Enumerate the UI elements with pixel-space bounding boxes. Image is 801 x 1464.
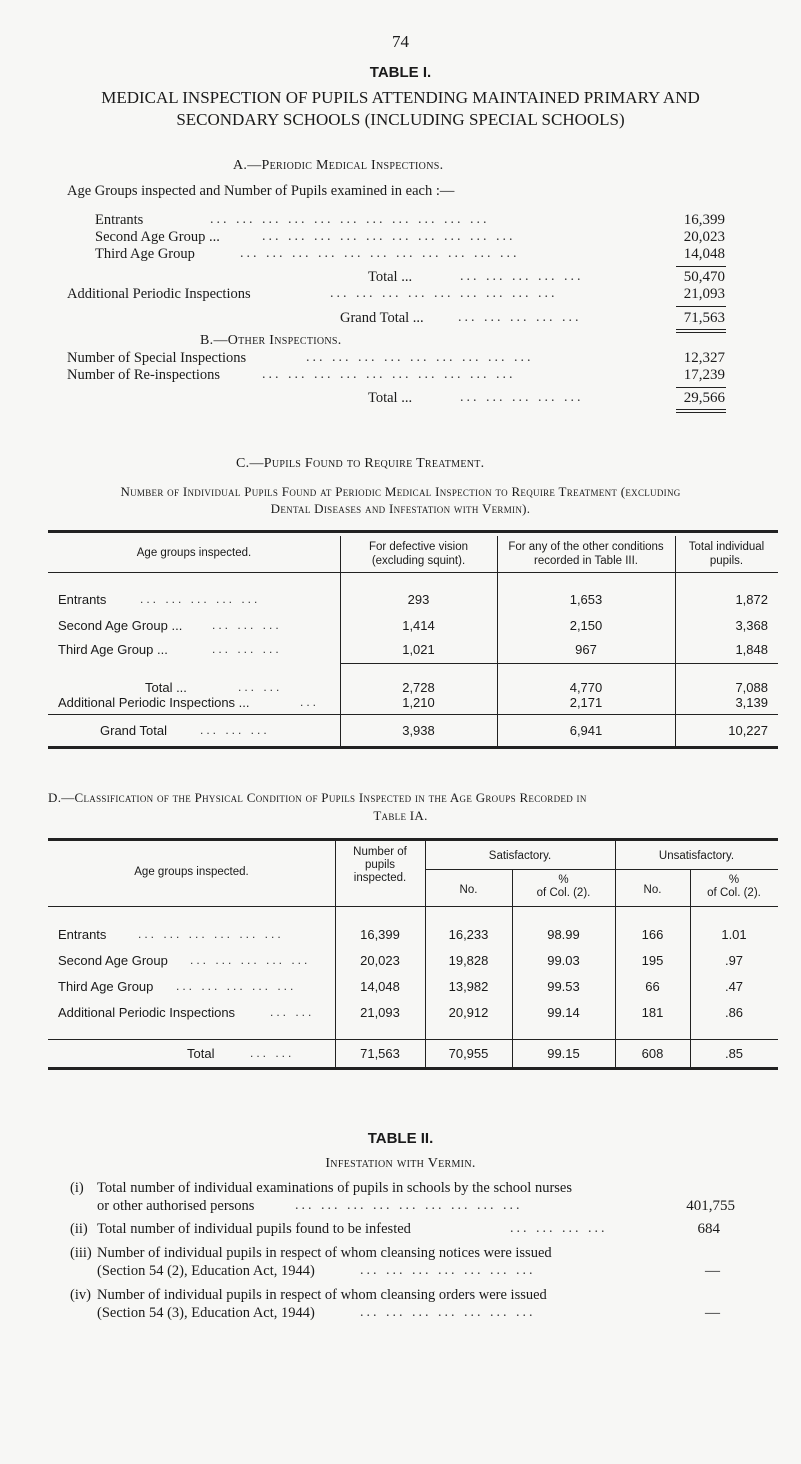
table2-subheading: Infestation with Vermin. bbox=[325, 1156, 476, 1171]
cell-total: 7,088 bbox=[735, 680, 768, 695]
b-total-value: 29,566 bbox=[683, 390, 725, 406]
row-label: Entrants bbox=[58, 592, 107, 607]
header-text: of Col. (2). bbox=[707, 887, 761, 899]
b-total-label: Total ... bbox=[368, 390, 413, 406]
section-a-intro: Age Groups inspected and Number of Pupils examined in each :— bbox=[67, 183, 455, 199]
a-row-entrants-value: 16,399 bbox=[683, 212, 725, 228]
a-row-entrants-label: Entrants bbox=[95, 212, 144, 228]
a-total-value: 50,470 bbox=[683, 269, 725, 285]
item-number: (iv) bbox=[70, 1287, 91, 1303]
header-number-inspected bbox=[335, 846, 425, 885]
row-label: Grand Total bbox=[100, 723, 167, 738]
item-text-line1: Total number of individual pupils found to be infested bbox=[97, 1221, 411, 1237]
item-text-line1: Total number of individual examinations of pupils in schools by the school nurses bbox=[97, 1180, 573, 1196]
leader-dots: ... ... ... ... ... bbox=[176, 979, 297, 993]
subtotal-rule bbox=[340, 663, 778, 664]
header-text: % bbox=[558, 874, 569, 886]
row-label: Third Age Group bbox=[58, 979, 154, 994]
cell-vision: 293 bbox=[407, 592, 430, 607]
header-total-individual bbox=[675, 540, 778, 568]
b-row-reinspections-label: Number of Re-inspections bbox=[67, 367, 221, 383]
leader-dots: ... ... ... ... ... bbox=[458, 310, 582, 325]
table-d-bottom-rule bbox=[48, 1067, 778, 1070]
leader-dots: ... ... bbox=[238, 680, 283, 694]
cell-total: 1,872 bbox=[735, 592, 768, 607]
header-other-conditions bbox=[497, 540, 675, 568]
leader-dots: ... ... ... ... ... ... ... ... ... ... ... bbox=[240, 246, 520, 261]
header-text: % bbox=[728, 874, 740, 886]
cell-sat-pct: 99.14 bbox=[547, 1005, 580, 1020]
row-label: Additional Periodic Inspections bbox=[58, 1005, 236, 1020]
item-text-line1: Number of individual pupils in respect of whom cleansing notices were issued bbox=[97, 1245, 552, 1261]
section-d-heading-line1: D.—Classification of the Physical Condition of Pupils Inspected in the Age Groups Recorded in bbox=[48, 790, 587, 805]
cell-other: 2,150 bbox=[569, 618, 603, 633]
row-label: Entrants bbox=[58, 927, 107, 942]
item-text-line2: (Section 54 (2), Education Act, 1944) bbox=[97, 1263, 315, 1279]
header-text: For defective vision bbox=[368, 541, 469, 553]
a-total-label: Total ... bbox=[368, 269, 413, 285]
cell-unsat-no: 195 bbox=[641, 953, 664, 968]
leader-dots: ... ... ... ... ... ... ... ... ... ... ... bbox=[210, 212, 490, 227]
row-label: Additional Periodic Inspections ... bbox=[58, 695, 250, 710]
double-rule bbox=[676, 409, 726, 410]
cell-sat-pct: 98.99 bbox=[547, 927, 580, 942]
cell-inspected: 20,023 bbox=[360, 953, 400, 968]
a-row-third-label: Third Age Group bbox=[95, 246, 195, 262]
header-satisfactory: Satisfactory. bbox=[488, 850, 552, 862]
cell-sat-no: 16,233 bbox=[448, 927, 489, 942]
row-label: Total bbox=[187, 1046, 215, 1061]
total-rule bbox=[48, 1039, 778, 1040]
cell-unsat-pct: .86 bbox=[724, 1005, 744, 1020]
b-row-special-value: 12,327 bbox=[683, 350, 725, 366]
table1-title-line2: SECONDARY SCHOOLS (INCLUDING SPECIAL SCHOOLS) bbox=[176, 110, 625, 129]
row-label: Total ... bbox=[145, 680, 187, 695]
row-label: Third Age Group ... bbox=[58, 642, 168, 657]
sum-rule bbox=[676, 266, 726, 267]
page-number: 74 bbox=[392, 32, 409, 51]
header-text: recorded in Table III. bbox=[534, 555, 638, 567]
leader-dots: ... ... ... ... ... ... ... ... ... ... bbox=[262, 229, 516, 244]
header-sat-no: No. bbox=[459, 884, 478, 896]
leader-dots: ... bbox=[300, 695, 320, 709]
cell-vision: 1,210 bbox=[402, 695, 435, 710]
a-grand-total-value: 71,563 bbox=[683, 310, 725, 326]
b-row-reinspections-value: 17,239 bbox=[683, 367, 725, 383]
header-unsat-pct bbox=[690, 874, 778, 900]
cell-sat-pct: 99.53 bbox=[547, 979, 580, 994]
sum-rule bbox=[676, 387, 726, 388]
header-defective-vision bbox=[340, 540, 497, 568]
cell-inspected: 16,399 bbox=[360, 927, 400, 942]
table2-heading: TABLE II. bbox=[367, 1130, 434, 1147]
cell-other: 6,941 bbox=[569, 723, 603, 738]
double-rule bbox=[676, 329, 726, 330]
header-text: For any of the other conditions bbox=[508, 541, 664, 553]
leader-dots: ... ... ... ... ... ... ... ... ... bbox=[306, 350, 534, 365]
a-additional-value: 21,093 bbox=[683, 286, 725, 302]
table-d-top-rule bbox=[48, 838, 778, 841]
leader-dots: ... ... ... bbox=[212, 642, 282, 656]
item-number: (iii) bbox=[70, 1245, 92, 1261]
item-value: 401,755 bbox=[686, 1198, 735, 1214]
section-a-heading: A.—Periodic Medical Inspections. bbox=[233, 158, 444, 173]
header-text: of Col. (2). bbox=[536, 887, 591, 899]
grandtotal-rule bbox=[48, 714, 778, 715]
leader-dots: ... ... ... bbox=[212, 618, 282, 632]
table-c-bottom-rule bbox=[48, 746, 778, 749]
cell-unsat-pct: .47 bbox=[724, 979, 744, 994]
section-d-heading-line2: Table IA. bbox=[373, 808, 428, 823]
leader-dots: ... ... bbox=[270, 1005, 315, 1019]
leader-dots: ... ... ... ... ... ... ... ... ... bbox=[295, 1198, 523, 1213]
double-rule bbox=[676, 412, 726, 413]
cell-unsat-no: 608 bbox=[641, 1046, 664, 1061]
header-text: pupils bbox=[364, 859, 396, 871]
a-row-second-label: Second Age Group ... bbox=[95, 229, 220, 245]
cell-sat-no: 13,982 bbox=[448, 979, 489, 994]
item-text-line2: (Section 54 (3), Education Act, 1944) bbox=[97, 1305, 315, 1321]
header-age: Age groups inspected. bbox=[134, 866, 249, 878]
cell-total: 3,139 bbox=[735, 695, 768, 710]
leader-dots: ... ... ... ... ... bbox=[190, 953, 311, 967]
header-unsatisfactory: Unsatisfactory. bbox=[658, 850, 735, 862]
cell-other: 4,770 bbox=[569, 680, 603, 695]
table-c-top-rule bbox=[48, 530, 778, 533]
leader-dots: ... ... ... ... ... bbox=[460, 390, 584, 405]
section-c-subtitle-line2: Dental Diseases and Infestation with Vermin). bbox=[270, 501, 531, 516]
cell-sat-no: 70,955 bbox=[448, 1046, 489, 1061]
header-text: (excluding squint). bbox=[371, 555, 466, 567]
table1-heading: TABLE I. bbox=[369, 64, 432, 81]
cell-vision: 1,021 bbox=[402, 642, 435, 657]
cell-total: 1,848 bbox=[735, 642, 768, 657]
header-text: Total individual bbox=[688, 541, 765, 553]
a-grand-total-label: Grand Total ... bbox=[340, 310, 424, 326]
section-c-subtitle-line1: Number of Individual Pupils Found at Periodic Medical Inspection to Require Treatment (excluding bbox=[120, 484, 681, 499]
cell-vision: 3,938 bbox=[402, 723, 435, 738]
leader-dots: ... ... ... ... ... ... ... ... ... ... bbox=[262, 367, 516, 382]
header-text: inspected. bbox=[353, 872, 407, 884]
row-label: Second Age Group bbox=[58, 953, 168, 968]
cell-total: 10,227 bbox=[728, 723, 768, 738]
leader-dots: ... ... ... ... ... ... bbox=[138, 927, 284, 941]
b-row-special-label: Number of Special Inspections bbox=[67, 350, 247, 366]
cell-unsat-no: 66 bbox=[645, 979, 660, 994]
leader-dots: ... ... ... ... ... bbox=[140, 592, 261, 606]
item-text-line2: or other authorised persons bbox=[97, 1198, 255, 1214]
section-b-heading: B.—Other Inspections. bbox=[200, 333, 342, 348]
item-value: — bbox=[705, 1263, 720, 1279]
item-value: — bbox=[705, 1305, 720, 1321]
cell-unsat-pct: .97 bbox=[724, 953, 744, 968]
cell-other: 2,171 bbox=[569, 695, 603, 710]
item-number: (ii) bbox=[70, 1221, 88, 1237]
sum-rule bbox=[676, 306, 726, 307]
header-age: Age groups inspected. bbox=[136, 547, 252, 559]
item-number: (i) bbox=[70, 1180, 84, 1196]
cell-sat-no: 20,912 bbox=[448, 1005, 489, 1020]
cell-other: 967 bbox=[575, 642, 597, 657]
subheader-rule bbox=[425, 869, 778, 870]
cell-sat-pct: 99.15 bbox=[547, 1046, 580, 1061]
cell-unsat-no: 166 bbox=[641, 927, 664, 942]
item-text-line1: Number of individual pupils in respect of whom cleansing orders were issued bbox=[97, 1287, 547, 1303]
cell-vision: 2,728 bbox=[402, 680, 435, 695]
header-unsat-no: No. bbox=[643, 884, 662, 896]
cell-unsat-pct: .85 bbox=[724, 1046, 744, 1061]
leader-dots: ... ... ... ... ... ... ... bbox=[360, 1305, 536, 1320]
section-c-heading: C.—Pupils Found to Require Treatment. bbox=[236, 456, 485, 471]
a-row-third-value: 14,048 bbox=[683, 246, 725, 262]
header-text: Number of bbox=[353, 846, 407, 858]
leader-dots: ... ... ... bbox=[200, 723, 270, 737]
header-sat-pct bbox=[512, 874, 615, 900]
item-value: 684 bbox=[697, 1221, 720, 1237]
cell-sat-no: 19,828 bbox=[448, 953, 489, 968]
cell-other: 1,653 bbox=[569, 592, 603, 607]
leader-dots: ... ... ... ... bbox=[510, 1221, 608, 1236]
a-row-second-value: 20,023 bbox=[683, 229, 725, 245]
a-additional-label: Additional Periodic Inspections bbox=[67, 286, 251, 302]
row-label: Second Age Group ... bbox=[58, 618, 183, 633]
leader-dots: ... ... ... ... ... ... ... bbox=[360, 1263, 536, 1278]
leader-dots: ... ... ... ... ... bbox=[460, 269, 584, 284]
cell-inspected: 14,048 bbox=[360, 979, 400, 994]
cell-unsat-no: 181 bbox=[641, 1005, 664, 1020]
header-text: pupils. bbox=[709, 555, 744, 567]
header-rule bbox=[48, 906, 778, 907]
header-rule bbox=[48, 572, 778, 573]
cell-sat-pct: 99.03 bbox=[547, 953, 580, 968]
table1-title-line1: MEDICAL INSPECTION OF PUPILS ATTENDING MAINTAINED PRIMARY AND bbox=[101, 88, 700, 107]
cell-inspected: 71,563 bbox=[360, 1046, 400, 1061]
cell-unsat-pct: 1.01 bbox=[721, 927, 747, 942]
leader-dots: ... ... bbox=[250, 1046, 295, 1060]
cell-total: 3,368 bbox=[735, 618, 768, 633]
leader-dots: ... ... ... ... ... ... ... ... ... bbox=[330, 286, 558, 301]
cell-inspected: 21,093 bbox=[360, 1005, 400, 1020]
double-rule bbox=[676, 332, 726, 333]
cell-vision: 1,414 bbox=[402, 618, 435, 633]
